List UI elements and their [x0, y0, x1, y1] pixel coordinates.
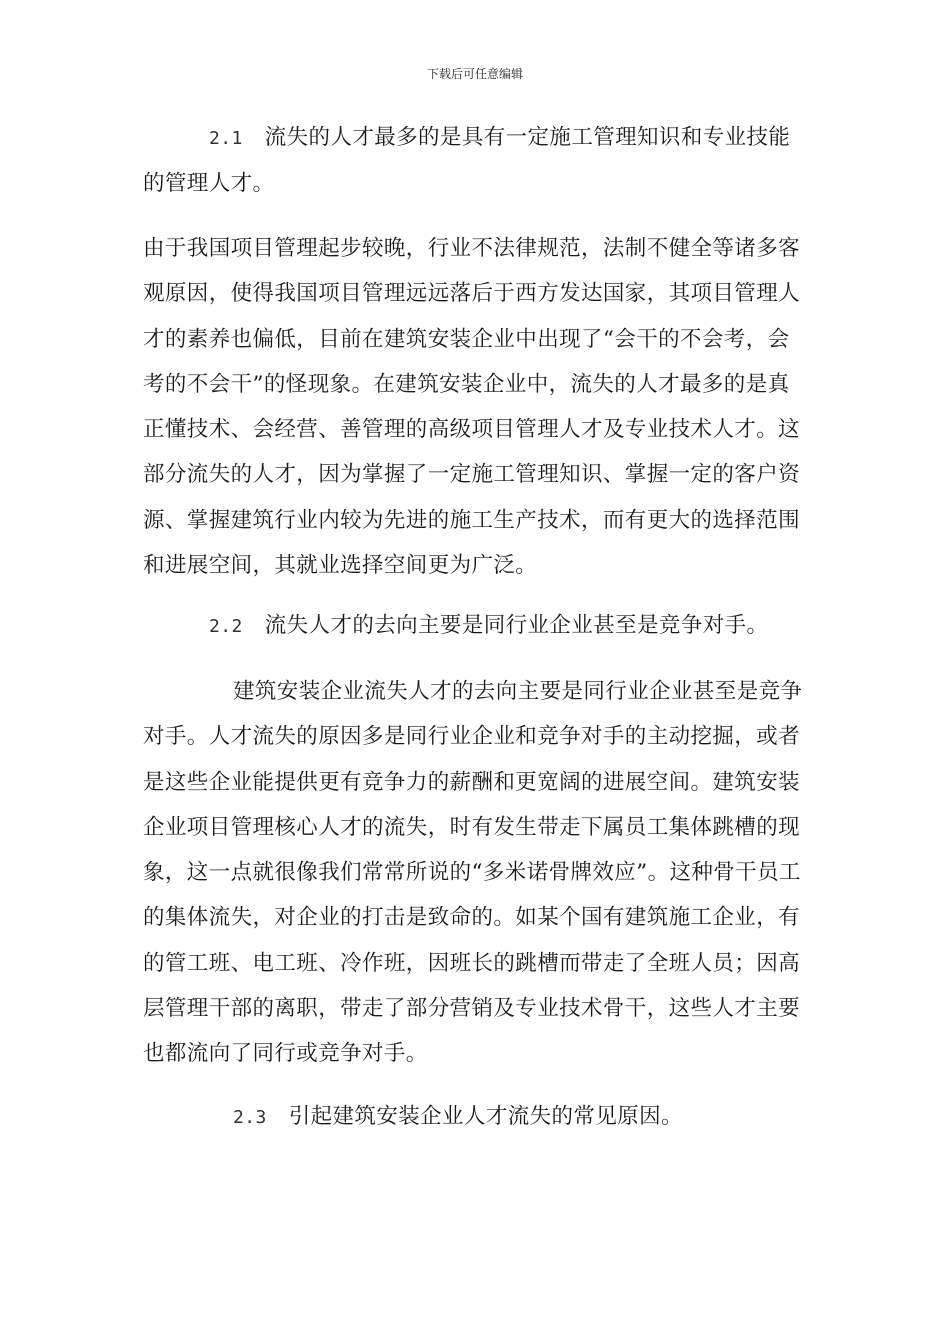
section-body-2-2: 建筑安装企业流失人才的去向主要是同行业企业甚至是竞争对手。人才流失的原因多是同行业企业和竞争对手的主动挖掘，或者是这些企业能提供更有竞争力的薪酬和更宽阔的进展空间。建筑安装企业项目管理核心人才的流失，时有发生带走下属员工集体跳槽的现象，这一点就很像我们常常所说的“多米诺骨牌效应”。这种骨干员工的集体流失，对企业的打击是致命的。如某个国有建筑施工企业，有的管工班、电工班、冷作班，因班长的跳槽而带走了全班人员；因高层管理干部的离职，带走了部分营销及专业技术骨干，这些人才主要也都流向了同行或竞争对手。	[143, 679, 803, 1067]
header-note: 下载后可任意编辑	[426, 67, 523, 81]
section-body-2-1: 由于我国项目管理起步较晚，行业不法律规范，法制不健全等诸多客观原因，使得我国项目管理远远落后于西方发达国家，其项目管理人才的素养也偏低，目前在建筑安装企业中出现了“会干的不会考，会考的不会干”的怪现象。在建筑安装企业中，流失的人才最多的是真正懂技术、会经营、善管理的高级项目管理人才及专业技术人才。这部分流失的人才，因为掌握了一定施工管理知识、掌握一定的客户资源、掌握建筑行业内较为先进的施工生产技术，而有更大的选择范围和进展空间，其就业选择空间更为广泛。	[143, 236, 801, 579]
section-heading-2-3	[233, 1094, 683, 1140]
section-heading-2-2	[209, 603, 768, 649]
section-number: 2.1	[209, 128, 243, 149]
section-number: 2.2	[209, 616, 243, 637]
section-heading-text: 流失的人才最多的是具有一定施工管理知识和专业技能的管理人才。	[143, 125, 791, 197]
section-heading-2-1	[143, 115, 808, 207]
section-number: 2.3	[233, 1107, 267, 1128]
section-heading-text: 引起建筑安装企业人才流失的常见原因。	[288, 1104, 683, 1129]
section-heading-text: 流失人才的去向主要是同行业企业甚至是竞争对手。	[264, 613, 769, 638]
